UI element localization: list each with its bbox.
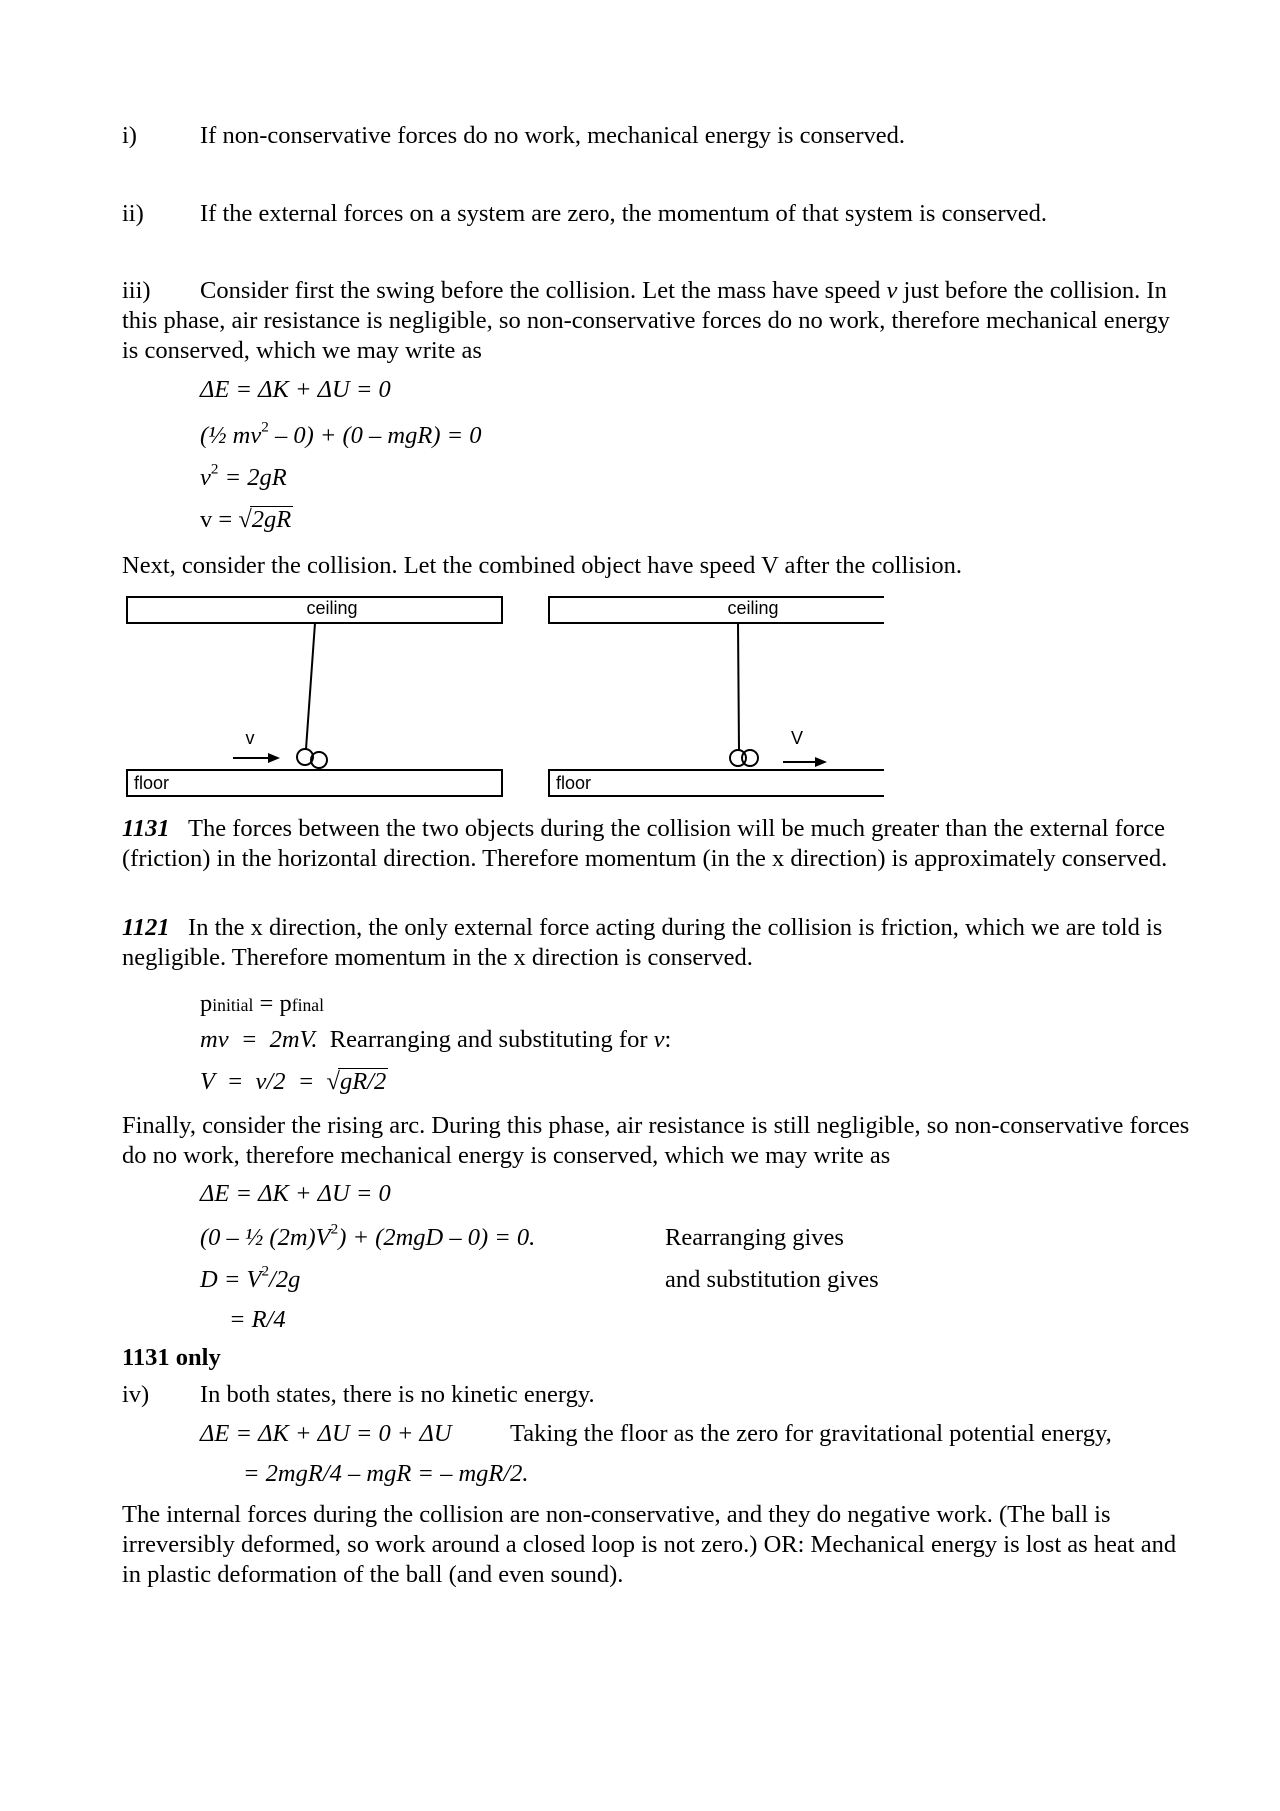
- rising-eq-4: = R/4: [229, 1306, 286, 1333]
- swing-eq-4: [200, 506, 293, 534]
- item-iv-text: In both states, there is no kinetic energy.: [200, 1381, 595, 1408]
- momentum-eq-1: [200, 990, 324, 1018]
- momentum-eq-2-var: v: [653, 1026, 665, 1053]
- swing-eq-2-sup: 2: [261, 418, 269, 436]
- left-string: [306, 623, 315, 749]
- rising-eq-2-note: Rearranging gives: [665, 1224, 844, 1251]
- swing-eq-3: [200, 460, 287, 492]
- left-ceiling-label: ceiling: [306, 598, 358, 618]
- swing-eq-3-post: = 2gR: [218, 464, 287, 491]
- left-floor-box: [127, 770, 502, 796]
- item-iv-label: iv): [122, 1381, 150, 1408]
- note-1121-code: 1121: [122, 914, 170, 941]
- rising-eq-3-sup: 2: [261, 1262, 270, 1280]
- right-floor-label: floor: [556, 773, 592, 793]
- rising-eq-3: [200, 1262, 301, 1294]
- right-floor-box: [549, 770, 884, 796]
- item-iv-eq-2: = 2mgR/4 – mgR = – mgR/2.: [243, 1460, 529, 1487]
- right-speed-label: V: [790, 728, 804, 748]
- item-ii-text: If the external forces on a system are zero, the momentum of that system is conserved.: [200, 200, 1048, 227]
- item-iii-var-v: v: [886, 277, 898, 304]
- collision-intro: Next, consider the collision. Let the combined object have speed V after the collision.: [122, 552, 963, 579]
- left-speed-label: v: [245, 728, 255, 748]
- rising-eq-3-pre: D = V: [200, 1266, 262, 1293]
- item-i-text: If non-conservative forces do no work, mechanical energy is conserved.: [200, 122, 906, 149]
- item-iii-text-b: just before the collision. In this phase, air resistance is negligible, so non-conservative forces do no work, therefore mechanical energy is conserved, which we may write as: [122, 277, 1170, 364]
- sqrt-sign: √: [238, 506, 252, 533]
- swing-eq-4-radicand: 2gR: [251, 506, 292, 533]
- note-1131: [122, 814, 1192, 874]
- rising-intro: Finally, consider the rising arc. During this phase, air resistance is still negligible, so non-conservative forces do no work, therefore mechanical energy is conserved, which we may write as: [122, 1112, 1190, 1169]
- momentum-eq-2-end: :: [664, 1026, 672, 1053]
- note-1131-code: 1131: [122, 815, 170, 842]
- momentum-eq-3: [200, 1068, 388, 1096]
- pendulum-diagram: [120, 592, 900, 812]
- right-ball-2: [742, 750, 758, 766]
- item-iii-label: iii): [122, 277, 151, 304]
- right-arrow-head: [815, 757, 827, 767]
- item-iv-eq-1: ΔE = ΔK + ΔU = 0 + ΔU: [200, 1420, 452, 1447]
- rising-eq-3-post: /2g: [269, 1266, 301, 1293]
- rising-eq-1: ΔE = ΔK + ΔU = 0: [200, 1180, 391, 1207]
- rising-eq-2: [200, 1220, 536, 1252]
- momentum-eq-2: [200, 1026, 671, 1054]
- p-final-sub: final: [291, 995, 325, 1015]
- section-1131-only: 1131 only: [122, 1344, 221, 1371]
- item-iii-paragraph: [122, 276, 1192, 366]
- swing-eq-1: ΔE = ΔK + ΔU = 0: [200, 376, 391, 403]
- note-1121-text: In the x direction, the only external force acting during the collision is friction, which we are told is negligible. Therefore momentum in the x direction is conserved.: [122, 914, 1163, 971]
- swing-eq-4-pre: v =: [200, 506, 239, 533]
- p-equals: =: [253, 990, 280, 1017]
- item-i-label: i): [122, 122, 137, 149]
- right-string: [738, 623, 739, 751]
- swing-eq-3-pre: v: [200, 464, 211, 491]
- left-floor-label: floor: [134, 773, 170, 793]
- momentum-eq-2-text: Rearranging and substituting for: [317, 1026, 654, 1053]
- swing-eq-2: [200, 418, 482, 450]
- momentum-eq-3-pre: V = v/2 =: [200, 1068, 327, 1095]
- p-initial-sub: initial: [212, 995, 254, 1015]
- p-initial: p: [200, 990, 213, 1017]
- rising-eq-2-pre: (0 – ½ (2m)V: [200, 1224, 331, 1251]
- closing-paragraph: The internal forces during the collision are non-conservative, and they do negative work. (The ball is irreversibly deformed, so work around a closed loop is not zero.) OR: Mechanical energy is lost as heat and in plastic deformation of the ball (and even sound).: [122, 1501, 1177, 1588]
- swing-eq-2-pre: (½ mv: [200, 422, 262, 449]
- rising-eq-3-note: and substitution gives: [665, 1266, 879, 1293]
- item-iii-text-a: Consider first the swing before the collision. Let the mass have speed: [200, 277, 887, 304]
- right-ceiling-box: [549, 597, 884, 623]
- p-final: p: [279, 990, 292, 1017]
- note-1131-text: The forces between the two objects during the collision will be much greater than the external force (friction) in the horizontal direction. Therefore momentum (in the x direction) is approximately conserved.: [122, 815, 1168, 872]
- momentum-eq-3-radicand: gR/2: [339, 1068, 387, 1095]
- item-ii-label: ii): [122, 200, 144, 227]
- sqrt-sign: √: [326, 1068, 340, 1095]
- rising-eq-2-post: ) + (2mgD – 0) = 0.: [338, 1224, 536, 1251]
- momentum-eq-2-math: mv = 2mV.: [200, 1026, 318, 1053]
- swing-eq-3-sup: 2: [210, 460, 219, 478]
- left-arrow-head: [268, 753, 280, 763]
- swing-eq-2-post: – 0) + (0 – mgR) = 0: [268, 422, 482, 449]
- note-1121: [122, 913, 1192, 973]
- right-ceiling-label: ceiling: [727, 598, 779, 618]
- rising-eq-2-sup: 2: [330, 1220, 339, 1238]
- item-iv-eq-1-note: Taking the floor as the zero for gravitational potential energy,: [510, 1420, 1112, 1447]
